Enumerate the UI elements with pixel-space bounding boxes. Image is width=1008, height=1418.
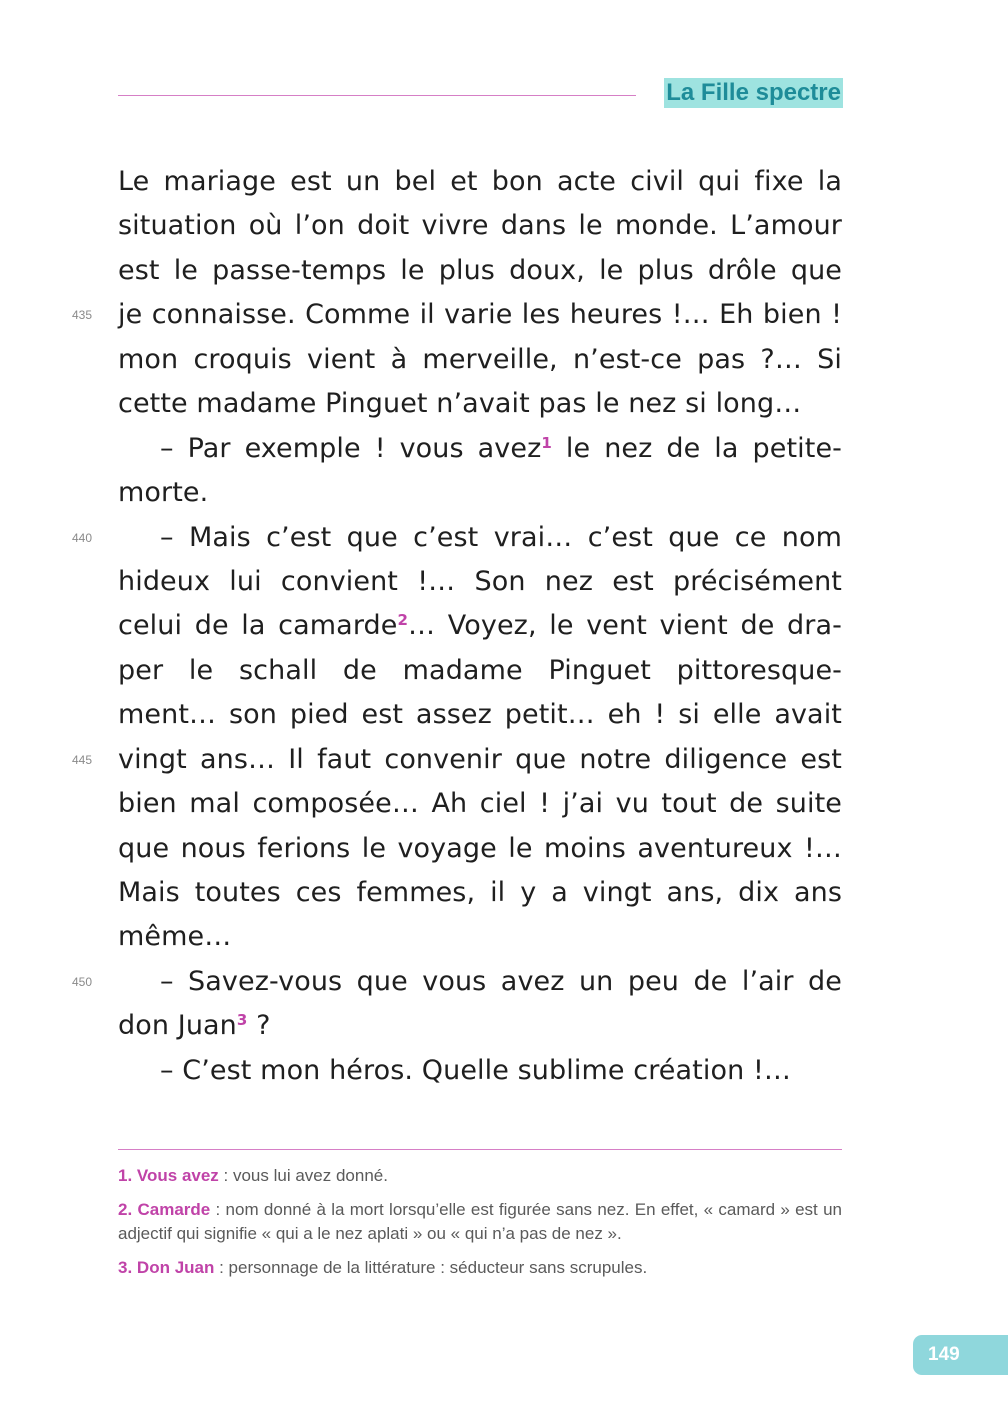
text-line: cette madame Pinguet n’avait pas le nez si long… bbox=[118, 388, 802, 420]
footnote bbox=[118, 1198, 842, 1247]
footnote-term: Vous avez bbox=[136, 1166, 219, 1185]
footnote-text: : personnage de la littérature : séducteur sans scrupules. bbox=[214, 1257, 648, 1277]
line-number: 445 bbox=[72, 752, 93, 767]
text-line: 440 – Mais c’est que c’est vrai… c’est que ce nom bbox=[118, 516, 842, 560]
text-line: même… bbox=[118, 921, 232, 953]
text-line: hideux lui convient !… Son nez est précisément bbox=[118, 565, 842, 597]
footnote-ref[interactable]: 3 bbox=[236, 1011, 248, 1030]
text-line: – Par exemple ! vous avez$^1$ le nez de la petite- bbox=[160, 432, 842, 464]
footnote-number: 3. bbox=[118, 1257, 133, 1277]
text-line: 445 vingt ans… Il faut convenir que notre diligence est bbox=[118, 738, 842, 782]
text-line: Mais toutes ces femmes, il y a vingt ans, dix ans bbox=[118, 877, 842, 908]
footnote-ref[interactable]: 1 bbox=[541, 433, 552, 452]
text-line: morte. bbox=[118, 477, 209, 509]
text-line: per le schall de madame Pinguet pittoresque- bbox=[118, 654, 842, 686]
line-number: 450 bbox=[72, 974, 93, 989]
footnote-rule bbox=[118, 1149, 842, 1150]
text-line: Le mariage est un bel et bon acte civil qui fixe la bbox=[118, 166, 842, 197]
footnote-number: 2. bbox=[118, 1199, 133, 1219]
line-number: 440 bbox=[72, 530, 93, 545]
text-line: 435 je connaisse. Comme il varie les heures !… Eh bien ! bbox=[118, 293, 842, 337]
running-header-title: La Fille spectre bbox=[666, 79, 841, 106]
main-text bbox=[72, 160, 842, 1093]
footnote-number: 1. bbox=[118, 1166, 133, 1185]
footnote-ref[interactable]: 2 bbox=[397, 611, 409, 630]
footnote bbox=[118, 1256, 842, 1281]
line-number: 435 bbox=[72, 308, 93, 323]
page-number: 149 bbox=[913, 1335, 1008, 1375]
text-line: 450 – Savez-vous que vous avez un peu de l’air de bbox=[118, 960, 842, 1004]
footnote-text: : vous lui avez donné. bbox=[218, 1166, 388, 1185]
text-line: situation où l’on doit vivre dans le monde. L’amour bbox=[118, 210, 842, 242]
text-line: bien mal composée… Ah ciel ! j’ai vu tout de suite bbox=[118, 788, 842, 820]
footnote-term: Don Juan bbox=[136, 1257, 215, 1277]
footnote bbox=[118, 1164, 842, 1189]
text-line: – C’est mon héros. Quelle sublime création !… bbox=[160, 1054, 791, 1086]
footnotes bbox=[118, 1164, 842, 1289]
text-line: ment… son pied est assez petit… eh ! si elle avait bbox=[118, 699, 842, 731]
footnote-text: : nom donné à la mort lorsqu’elle est figurée sans nez. En effet, « camard » est un adjectif qui signifie « qui a le nez aplati » ou « qui n’a pas de nez ». bbox=[118, 1199, 842, 1243]
footnote-term: Camarde bbox=[137, 1199, 211, 1219]
text-line: mon croquis vient à merveille, n’est-ce pas ?… Si bbox=[118, 343, 842, 375]
header-rule bbox=[118, 95, 636, 96]
text-line: est le passe-temps le plus doux, le plus drôle que bbox=[118, 254, 842, 286]
text-line: que nous ferions le voyage le moins aventureux !… bbox=[118, 832, 842, 864]
text-line: celui de la camarde$^2$… Voyez, le vent vient de dra- bbox=[118, 610, 842, 642]
text-line: don Juan$^3$ ? bbox=[118, 1010, 271, 1042]
